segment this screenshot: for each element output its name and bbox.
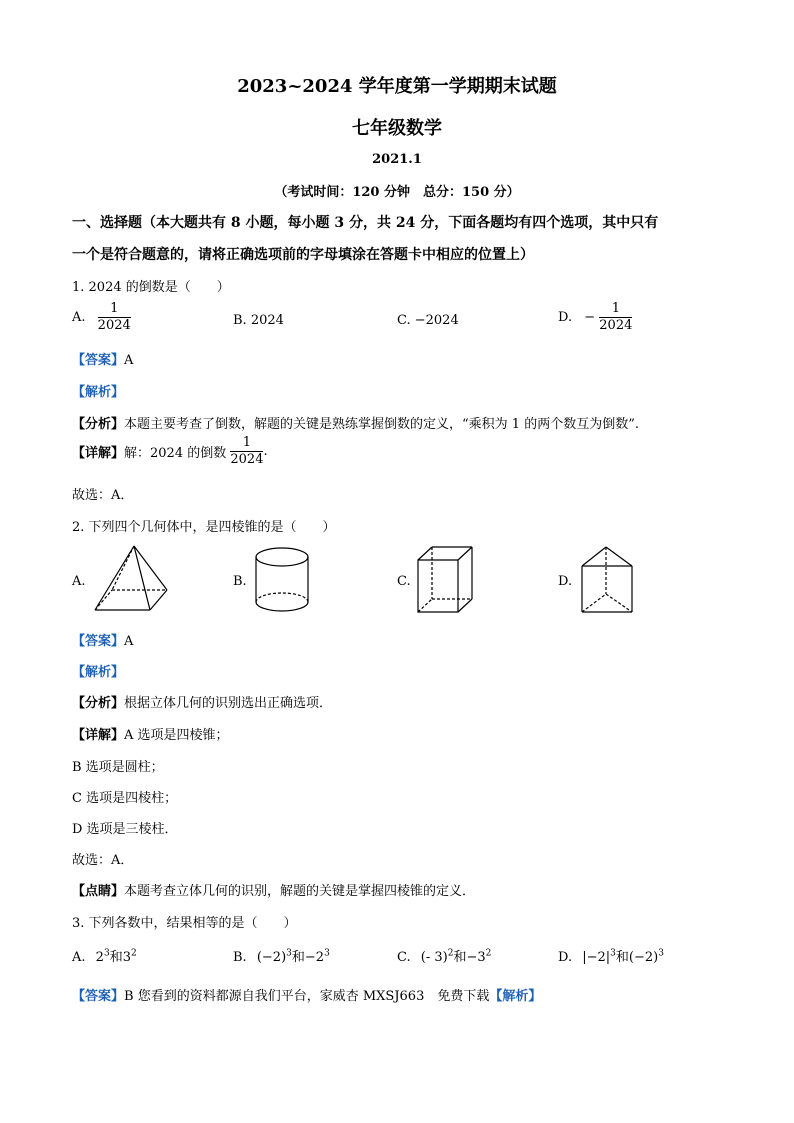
q1-option-d-label: D.: [558, 310, 573, 325]
q1-option-d: [558, 302, 632, 333]
q2-detail-tag: 【详解】: [72, 728, 125, 743]
q2-line-d: D 选项是三棱柱．: [72, 822, 178, 837]
q3-option-a-label: A.: [72, 950, 86, 965]
q2-line-b: B 选项是圆柱；: [72, 760, 164, 775]
q3-option-d: [558, 946, 664, 965]
q3-option-c: [397, 946, 491, 965]
q1-option-a: [72, 302, 131, 333]
q2-option-a-label: A.: [72, 574, 86, 589]
q1-option-a-label: A.: [72, 310, 86, 325]
q1-answer: [72, 349, 133, 368]
q2-answer: [72, 630, 133, 649]
q2-dianjing-text: 本题考查立体几何的识别，解题的关键是掌握四棱锥的定义．: [124, 884, 476, 899]
q3-option-b-and: 和: [291, 950, 305, 965]
exam-date: 2021.1: [372, 152, 422, 167]
q3-option-d-exp1: 3: [610, 948, 616, 959]
q1-fenxi: [72, 413, 639, 432]
q1-fenxi-tag: 【分析】: [72, 417, 125, 432]
q1-option-c: C. −2024: [397, 313, 459, 328]
section-heading-line1: 一、选择题（本大题共有 8 小题，每小题 3 分，共 24 分，下面各题均有四个选项，其中只有: [72, 215, 659, 231]
q3-option-d-label: D.: [558, 950, 573, 965]
q1-detail-tag: 【详解】: [72, 446, 125, 461]
q1-option-d-numerator: 1: [599, 302, 632, 318]
q3-option-d-base2: (−2): [628, 950, 659, 965]
q1-option-d-fraction: [599, 302, 632, 333]
q3-option-c-base2: −3: [466, 950, 486, 965]
q3-option-c-label: C.: [397, 950, 411, 965]
q1-option-a-numerator: 1: [98, 302, 131, 318]
q3-option-b-exp2: 3: [324, 948, 330, 959]
q3-option-d-and: 和: [615, 950, 629, 965]
q3-option-c-exp1: 2: [447, 948, 454, 959]
q2-option-b-label: B.: [233, 574, 247, 589]
q2-analysis: [72, 661, 124, 680]
q1-fenxi-text: 本题主要考查了倒数，解题的关键是熟练掌握倒数的定义，“乘积为 1 的两个数互为倒数”.: [124, 417, 639, 432]
page-title: 2023~2024 学年度第一学期期末试题: [237, 76, 557, 97]
q3-option-b: [233, 946, 330, 965]
q2-fenxi: [72, 692, 332, 711]
pyramid-figure: [92, 544, 172, 614]
prism-figure: [414, 544, 476, 616]
q2-answer-tag: 【答案】: [72, 634, 125, 649]
q3-option-d-exp2: 3: [658, 948, 664, 959]
q1-option-d-sign: −: [584, 310, 596, 325]
q2-line-c: C 选项是四棱柱；: [72, 791, 178, 806]
q3-option-c-exp2: 2: [485, 948, 492, 959]
q2-analysis-tag: 【解析】: [72, 665, 125, 680]
q2-option-d-label: D.: [558, 574, 573, 589]
q3-analysis-tag: 【解析】: [489, 989, 542, 1004]
q1-option-a-denominator: 2024: [97, 318, 131, 333]
q3-option-b-exp1: 3: [286, 948, 292, 959]
cylinder-figure: [252, 546, 312, 616]
q1-detail: [72, 436, 268, 467]
q1-detail-fraction: [230, 436, 263, 467]
q3-answer: [72, 985, 541, 1004]
q1-choose: 故选：A．: [72, 488, 134, 503]
q2-dianjing-tag: 【点睛】: [72, 884, 125, 899]
q2-answer-value: A: [124, 634, 134, 649]
q1-analysis: [72, 381, 124, 400]
q2-fenxi-tag: 【分析】: [72, 696, 125, 711]
q1-detail-numerator: 1: [230, 436, 263, 452]
q3-option-b-base2: −2: [304, 950, 325, 965]
q1-analysis-tag: 【解析】: [72, 385, 125, 400]
q3-option-c-base1: (- 3): [420, 950, 448, 965]
q3-option-a-exp2: 2: [130, 948, 137, 959]
q3-option-a-exp1: 3: [103, 948, 110, 959]
q3-option-a: [72, 946, 137, 965]
q3-answer-value: B: [124, 989, 134, 1004]
q1-option-b: B. 2024: [233, 313, 284, 328]
q2-stem: 2. 下列四个几何体中，是四棱锥的是（ ）: [72, 520, 336, 535]
q2-detail-text: A 选项是四棱锥；: [124, 728, 229, 743]
watermark-text: 您看到的资料都源自我们平台，家威杏 MXSJ663 免费下载: [133, 989, 490, 1004]
q1-detail-text: 解：2024 的倒数: [124, 446, 227, 461]
q1-answer-tag: 【答案】: [72, 353, 125, 368]
q1-detail-denominator: 2024: [230, 452, 264, 467]
q1-answer-value: A: [124, 353, 134, 368]
q3-option-b-label: B.: [233, 950, 247, 965]
q3-option-c-and: 和: [453, 950, 467, 965]
q3-option-a-base2: 3: [122, 950, 131, 965]
triangular-prism-figure: [578, 544, 638, 616]
section-heading-line2: 一个是符合题意的，请将正确选项前的字母填涂在答题卡中相应的位置上）: [72, 247, 534, 263]
q1-option-d-denominator: 2024: [599, 318, 633, 333]
q2-dianjing: [72, 880, 475, 899]
q3-option-b-base1: (−2): [256, 950, 287, 965]
q1-option-a-fraction: [98, 302, 131, 333]
q3-option-d-base1: |−2|: [582, 950, 611, 965]
q3-option-a-and: 和: [109, 950, 123, 965]
page-subtitle: 七年级数学: [352, 118, 442, 139]
q2-detail: [72, 724, 229, 743]
exam-info: （考试时间：120 分钟 总分：150 分）: [274, 185, 520, 200]
q2-option-c-label: C.: [397, 574, 411, 589]
q3-stem: 3. 下列各数中，结果相等的是（ ）: [72, 916, 297, 931]
q2-fenxi-text: 根据立体几何的识别选出正确选项．: [124, 696, 333, 711]
q2-choose: 故选：A．: [72, 853, 134, 868]
q3-answer-tag: 【答案】: [72, 989, 125, 1004]
q3-option-a-base1: 2: [95, 950, 104, 965]
q1-detail-end: .: [263, 444, 268, 459]
q1-stem: 1. 2024 的倒数是（ ）: [72, 280, 230, 295]
